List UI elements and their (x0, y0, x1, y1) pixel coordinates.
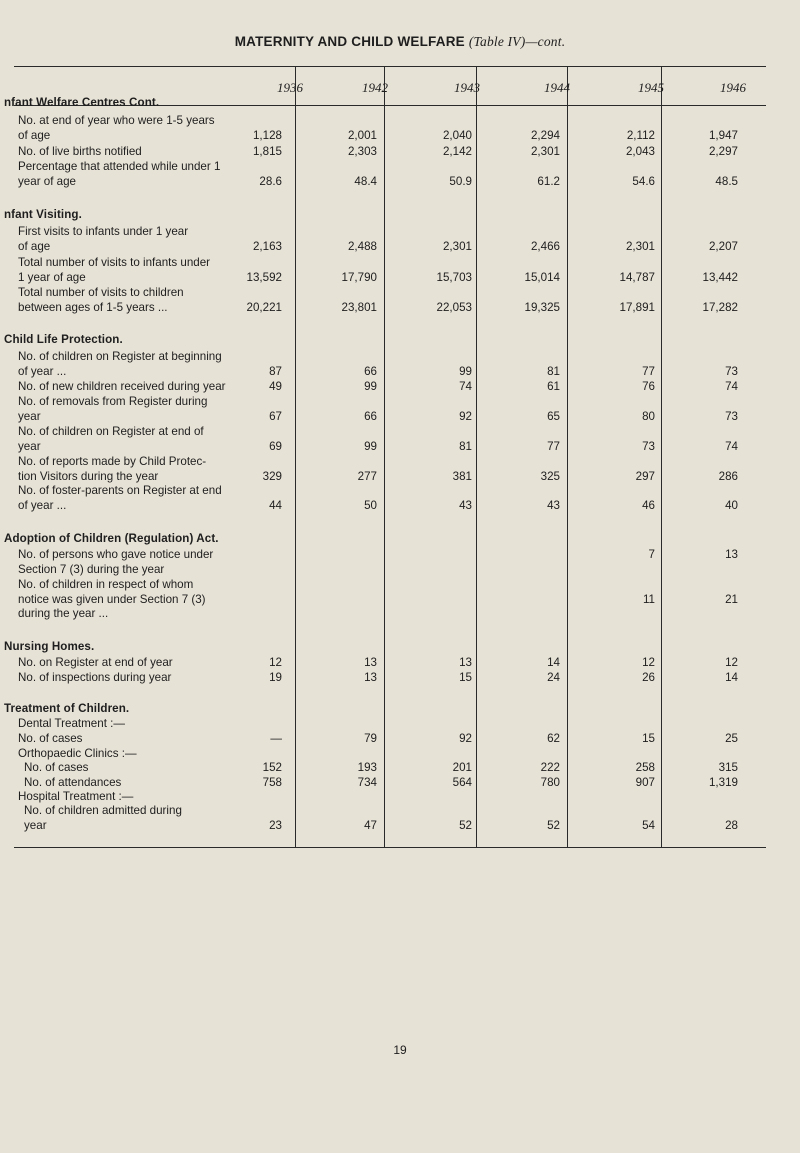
value-cell: 1,947 (708, 129, 738, 142)
value-cell: 286 (718, 470, 738, 483)
table-bottom-rule (14, 847, 766, 848)
row-label: Hospital Treatment :— (18, 790, 134, 803)
row-label: No. of removals from Register during year (18, 395, 208, 423)
row-label: No. of children admitted during year (24, 804, 182, 832)
value-cell: 2,112 (626, 129, 655, 142)
row-label: No. of children on Register at beginning of year ... (18, 350, 222, 378)
value-cell: 13,592 (246, 271, 282, 284)
row-label: No. of children in respect of whom notice was given under Section 7 (3) during the year ... (18, 578, 206, 620)
value-cell: 14 (547, 656, 560, 669)
value-cell: 48.5 (715, 175, 738, 188)
value-cell: 13 (459, 656, 472, 669)
value-cell: 73 (725, 365, 738, 378)
value-cell: 152 (262, 761, 282, 774)
value-cell: 65 (547, 410, 560, 423)
value-cell: 14,787 (619, 271, 655, 284)
value-cell: 734 (357, 776, 377, 789)
value-cell: 329 (262, 470, 282, 483)
row-label: No. of live births notified (18, 145, 142, 158)
value-cell: 46 (642, 499, 655, 512)
value-cell: 277 (357, 470, 377, 483)
value-cell: 15 (459, 671, 472, 684)
value-cell: 87 (269, 365, 282, 378)
value-cell: 73 (725, 410, 738, 423)
value-cell: 50 (364, 499, 377, 512)
value-cell: 2,301 (442, 240, 472, 253)
value-cell: 43 (547, 499, 560, 512)
value-cell: 24 (547, 671, 560, 684)
value-cell: 50.9 (449, 175, 472, 188)
value-cell: 222 (540, 761, 560, 774)
value-cell: 2,207 (708, 240, 738, 253)
value-cell: 48.4 (354, 175, 377, 188)
value-cell: 19 (269, 671, 282, 684)
value-cell: 76 (642, 380, 655, 393)
value-cell: 13 (364, 656, 377, 669)
value-cell: 92 (459, 732, 472, 745)
value-cell: 61 (547, 380, 560, 393)
value-cell: 21 (725, 593, 738, 606)
row-label: No. of persons who gave notice under Section 7 (3) during the year (18, 548, 214, 576)
value-cell: 12 (269, 656, 282, 669)
value-cell: 15,014 (524, 271, 560, 284)
value-cell: 92 (459, 410, 472, 423)
year-header: 1946 (720, 80, 746, 95)
row-label: Dental Treatment :— (18, 717, 125, 730)
value-cell: 381 (452, 470, 472, 483)
value-cell: 99 (364, 440, 377, 453)
page-title-main: MATERNITY AND CHILD WELFARE (234, 34, 465, 49)
value-cell: 2,301 (625, 240, 655, 253)
page-title-sub: (Table IV)—cont. (468, 34, 566, 49)
value-cell: 13 (725, 548, 738, 561)
row-label: Total number of visits to infants under 1 year of age (18, 256, 211, 284)
value-cell: 2,488 (347, 240, 377, 253)
row-label: No. of foster-parents on Register at end of year ... (18, 484, 222, 512)
value-cell: 99 (364, 380, 377, 393)
value-cell: 1,319 (708, 776, 738, 789)
value-cell: 66 (364, 410, 377, 423)
value-cell: 74 (725, 440, 738, 453)
row-label: First visits to infants under 1 year of age (18, 225, 189, 253)
value-cell: 66 (364, 365, 377, 378)
value-cell: 2,142 (442, 145, 472, 158)
column-rule (476, 66, 477, 847)
value-cell: 2,040 (442, 129, 472, 142)
value-cell: 2,294 (530, 129, 560, 142)
value-cell: 7 (648, 548, 655, 561)
value-cell: 77 (642, 365, 655, 378)
value-cell: 26 (642, 671, 655, 684)
value-cell: 20,221 (246, 301, 282, 314)
value-cell: 23 (269, 819, 282, 832)
value-cell: 69 (269, 440, 282, 453)
column-rule (295, 66, 296, 847)
value-cell: 19,325 (524, 301, 560, 314)
year-header: 1936 (277, 80, 303, 95)
value-cell: — (270, 732, 282, 745)
table-top-rule (14, 66, 766, 67)
column-rule (567, 66, 568, 847)
value-cell: 2,163 (252, 240, 282, 253)
value-cell: 61.2 (537, 175, 560, 188)
value-cell: 77 (547, 440, 560, 453)
column-rule (384, 66, 385, 847)
value-cell: 28.6 (259, 175, 282, 188)
row-label: No. on Register at end of year (18, 656, 173, 669)
section-heading: Child Life Protection. (4, 333, 123, 346)
value-cell: 67 (269, 410, 282, 423)
value-cell: 28 (725, 819, 738, 832)
row-label: No. of inspections during year (18, 671, 172, 684)
value-cell: 79 (364, 732, 377, 745)
value-cell: 40 (725, 499, 738, 512)
value-cell: 258 (635, 761, 655, 774)
value-cell: 907 (635, 776, 655, 789)
value-cell: 54.6 (632, 175, 655, 188)
row-label: Total number of visits to children between ages of 1-5 years ... (18, 286, 184, 314)
value-cell: 54 (642, 819, 655, 832)
row-label: No. of cases (24, 761, 89, 774)
value-cell: 564 (452, 776, 472, 789)
value-cell: 193 (357, 761, 377, 774)
year-header: 1945 (638, 80, 664, 95)
row-label: No. of children on Register at end of year (18, 425, 204, 453)
value-cell: 15 (642, 732, 655, 745)
year-header: 1943 (454, 80, 480, 95)
value-cell: 12 (725, 656, 738, 669)
value-cell: 43 (459, 499, 472, 512)
value-cell: 14 (725, 671, 738, 684)
value-cell: 25 (725, 732, 738, 745)
value-cell: 15,703 (436, 271, 472, 284)
value-cell: 297 (635, 470, 655, 483)
value-cell: 1,815 (252, 145, 282, 158)
year-header: 1944 (544, 80, 570, 95)
value-cell: 325 (540, 470, 560, 483)
value-cell: 315 (718, 761, 738, 774)
section-heading: Adoption of Children (Regulation) Act. (4, 532, 219, 545)
value-cell: 73 (642, 440, 655, 453)
value-cell: 13,442 (702, 271, 738, 284)
value-cell: 201 (452, 761, 472, 774)
value-cell: 99 (459, 365, 472, 378)
section-heading: nfant Welfare Centres Cont. (4, 96, 160, 109)
value-cell: 11 (642, 593, 655, 606)
value-cell: 13 (364, 671, 377, 684)
value-cell: 780 (540, 776, 560, 789)
value-cell: 17,282 (702, 301, 738, 314)
value-cell: 2,466 (530, 240, 560, 253)
value-cell: 52 (459, 819, 472, 832)
value-cell: 2,001 (347, 129, 377, 142)
value-cell: 17,790 (341, 271, 377, 284)
section-heading: nfant Visiting. (4, 208, 82, 221)
value-cell: 17,891 (619, 301, 655, 314)
row-label: No. of attendances (24, 776, 122, 789)
page-number: 19 (393, 1043, 407, 1057)
value-cell: 81 (459, 440, 472, 453)
value-cell: 2,297 (708, 145, 738, 158)
section-heading: Nursing Homes. (4, 640, 95, 653)
value-cell: 49 (269, 380, 282, 393)
row-label: Orthopaedic Clinics :— (18, 747, 137, 760)
year-header: 1942 (362, 80, 388, 95)
value-cell: 47 (364, 819, 377, 832)
section-heading: Treatment of Children. (4, 702, 130, 715)
value-cell: 52 (547, 819, 560, 832)
value-cell: 1,128 (252, 129, 282, 142)
value-cell: 62 (547, 732, 560, 745)
value-cell: 74 (459, 380, 472, 393)
value-cell: 2,043 (625, 145, 655, 158)
row-label: No. at end of year who were 1-5 years of age (18, 114, 215, 142)
row-label: No. of cases (18, 732, 83, 745)
value-cell: 2,301 (530, 145, 560, 158)
value-cell: 74 (725, 380, 738, 393)
value-cell: 80 (642, 410, 655, 423)
row-label: Percentage that attended while under 1 year of age (18, 160, 221, 188)
row-label: No. of reports made by Child Protec- tion Visitors during the year (18, 455, 207, 483)
value-cell: 23,801 (341, 301, 377, 314)
value-cell: 81 (547, 365, 560, 378)
value-cell: 758 (262, 776, 282, 789)
value-cell: 12 (642, 656, 655, 669)
value-cell: 22,053 (436, 301, 472, 314)
row-label: No. of new children received during year (18, 380, 226, 393)
value-cell: 2,303 (347, 145, 377, 158)
value-cell: 44 (269, 499, 282, 512)
